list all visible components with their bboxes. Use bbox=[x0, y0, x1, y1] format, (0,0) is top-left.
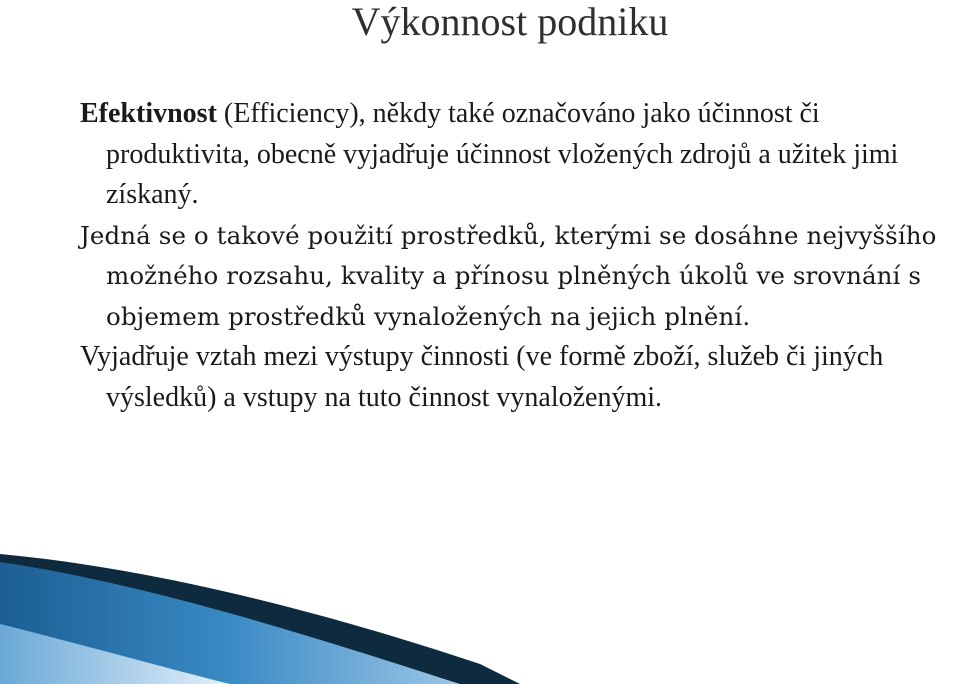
paragraph-efficiency-definition bbox=[80, 94, 955, 216]
slide-title: Výkonnost podniku bbox=[351, 0, 669, 44]
paragraph-text: (Efficiency), někdy také označováno jako účinnost či produktivita, obecně vyjadřuje účinnost vložených zdrojů a užitek jimi získaný. bbox=[106, 98, 899, 210]
paragraph-output-input-relation bbox=[80, 337, 955, 418]
term-efektivnost: Efektivnost bbox=[80, 98, 217, 129]
paragraph-usage-of-means bbox=[80, 216, 955, 338]
decorative-swoosh bbox=[0, 554, 960, 684]
paragraph-text: Jedná se o takové použití prostředků, kterými se dosáhne nejvyššího možného rozsahu, kvality a přínosu plněných úkolů ve srovnání s objemem prostředků vynaložených na jejich plnění. bbox=[80, 220, 937, 331]
slide-body bbox=[80, 94, 955, 418]
paragraph-text: Vyjadřuje vztah mezi výstupy činnosti (ve formě zboží, služeb či jiných výsledků) a vstupy na tuto činnost vynaloženými. bbox=[80, 341, 884, 413]
